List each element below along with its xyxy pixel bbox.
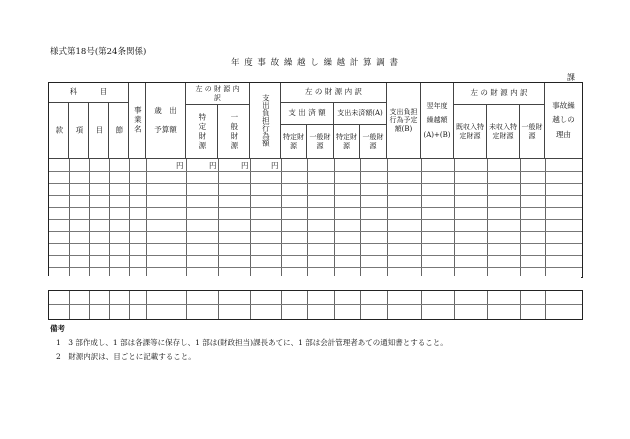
header-setsu: 節: [109, 103, 129, 159]
department-label: 課: [567, 73, 575, 82]
header-saishutsu-yosangaku: [146, 83, 186, 159]
header-tokutei-a: 特定財源: [281, 125, 307, 159]
carryover-table: [48, 82, 583, 278]
yen-mark-futan: 円: [271, 161, 279, 170]
note-item-1: 1 3 部作成し、1 部は各課等に保存し、1 部は(財政担当)課長あてに、1 部は会計管理者あての通知書とすること。: [56, 338, 448, 347]
yokunendo-label: 翌年度: [426, 102, 448, 111]
header-zaigen-uchiwake: 左 の 財 源 内 訳: [186, 83, 250, 105]
header-kishunyu: 既収入特定財源: [454, 105, 487, 159]
header-kou: 項: [69, 103, 89, 159]
notes-section: [50, 322, 448, 364]
notes-title: 備考: [50, 324, 65, 333]
header-yotei: 支出負担行為予定額(B): [387, 83, 421, 159]
header-jigyo: 事業名: [129, 83, 146, 159]
header-zaigen-uchiwake3: 左 の 財 源 内 訳: [454, 83, 545, 105]
riyu-line1: 事故繰: [552, 100, 575, 110]
table-break-gap: [48, 276, 581, 290]
riyu-line2: 越しの: [552, 115, 575, 125]
form-number: 様式第18号(第24条関係): [50, 47, 147, 57]
header-shishutsu-futan: 支出負担行為額: [250, 83, 281, 159]
header-tokutei: 特定財源: [186, 105, 218, 159]
kurikoshi-label: 繰越額: [426, 116, 448, 125]
saishutsu-label: 歳 出: [154, 105, 177, 115]
header-kan: 款: [49, 103, 69, 159]
yen-mark-ippan: 円: [241, 161, 249, 170]
yen-mark-yosan: 円: [176, 161, 184, 170]
header-mishishutsu: 支出未済額(A): [334, 103, 387, 125]
carryover-table-total: [48, 290, 583, 320]
header-tokutei-b: 特定財源: [334, 125, 360, 159]
header-ippan: 一般財源: [218, 105, 250, 159]
riyu-line3: 理由: [556, 129, 571, 139]
header-zaigen-uchiwake2: 左 の 財 源 内 訳: [281, 83, 387, 103]
yen-mark-tokutei: 円: [209, 161, 217, 170]
note-item-2: 2 財源内訳は、目ごとに記載すること。: [56, 352, 196, 361]
header-subject: 科 目: [49, 83, 129, 103]
header-ippan3: 一般財源: [520, 105, 545, 159]
header-mishunyu: 未収入特定財源: [487, 105, 520, 159]
header-shishutsu-zumi: 支 出 済 額: [281, 103, 334, 125]
header-ippan-b: 一般財源: [360, 125, 387, 159]
header-ippan-a: 一般財源: [307, 125, 334, 159]
header-kurikoshi: [421, 83, 454, 159]
yosangaku-label: 予算額: [154, 124, 177, 134]
header-riyu: [545, 83, 582, 159]
aplusb-label: (A)+(B): [423, 130, 451, 139]
document-title: 年 度 事 故 繰 越 し 繰 越 計 算 調 書: [231, 58, 399, 68]
header-moku: 目: [89, 103, 109, 159]
